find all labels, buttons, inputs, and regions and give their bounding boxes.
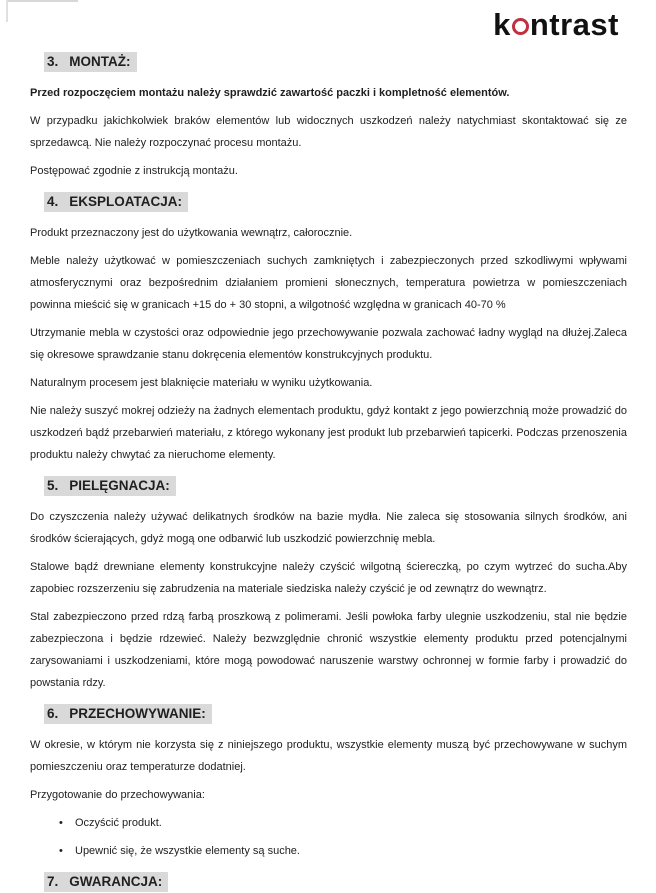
paragraph: W przypadku jakichkolwiek braków elementów lub widocznych uszkodzeń należy natychmiast skontaktować się ze sprzedawcą. Nie należy rozpoczynać procesu montażu.	[30, 115, 627, 149]
page-header	[30, 6, 627, 42]
section-number: 5.	[47, 478, 59, 493]
bullet-icon: •	[59, 817, 63, 829]
paragraph: Nie należy suszyć mokrej odzieży na żadnych elementach produktu, gdyż kontakt z jego powierzchnią może prowadzić do uszkodzeń bądź przebarwień materiału, z którego wykonany jest produkt lub przebarwień tapicerki. Podczas przenoszenia produktu należy chwytać za nieruchome elementy.	[30, 405, 627, 461]
list-item	[59, 812, 627, 834]
paragraph: Meble należy użytkować w pomieszczeniach suchych zamkniętych i zabezpieczonych przed szkodliwymi wpływami atmosferycznymi oraz bezpośrednim działaniem promieni słonecznych, temperatura powietrza w pomieszczeniach powinna mieścić się w granicach +15 do + 30 stopni, a wilgotność względna w granicach 40-70 %	[30, 255, 627, 311]
logo-text-after-o: ntrast	[529, 7, 619, 42]
section-title: EKSPLOATACJA:	[69, 194, 183, 209]
section-number: 3.	[47, 54, 59, 69]
section-piel-gnacja	[30, 476, 627, 694]
paragraph: Produkt przeznaczony jest do użytkowania wewnątrz, całorocznie.	[30, 227, 353, 239]
paragraph: Postępować zgodnie z instrukcją montażu.	[30, 165, 238, 177]
section-number: 7.	[47, 874, 59, 889]
section-heading	[44, 704, 627, 724]
document-body	[30, 52, 627, 892]
section-monta	[30, 52, 627, 182]
section-heading-highlight	[44, 872, 168, 892]
section-heading-highlight	[44, 52, 137, 72]
kontrast-logo	[493, 8, 619, 42]
paragraph: Stal zabezpieczono przed rdzą farbą proszkową z polimerami. Jeśli powłoka farby ulegnie uszkodzeniu, stal nie będzie zabezpieczona i będzie rdzewieć. Należy bezwzględnie chronić wszystkie elementy produktu przed potencjalnymi zarysowaniami i uszkodzeniami, które mogą powodować naruszenie warstwy ochronnej w formie farby i prowadzić do powstania rdzy.	[30, 611, 627, 689]
section-number: 4.	[47, 194, 59, 209]
section-heading	[44, 52, 627, 72]
paragraph: Utrzymanie mebla w czystości oraz odpowiednie jego przechowywanie pozwala zachować ładny wygląd na dłużej.Zaleca się okresowe sprawdzanie stanu dokręcenia elementów konstrukcyjnych produktu.	[30, 327, 627, 361]
bullet-list	[30, 812, 627, 862]
section-heading-highlight	[44, 192, 188, 212]
section-title: GWARANCJA:	[69, 874, 163, 889]
list-item-text: Oczyścić produkt.	[75, 817, 162, 829]
logo-text-before-o: k	[493, 7, 511, 42]
section-title: MONTAŻ:	[69, 54, 131, 69]
section-title: PRZECHOWYWANIE:	[69, 706, 206, 721]
section-heading	[44, 872, 627, 892]
list-item	[59, 840, 627, 862]
scan-edge-artifact	[6, 0, 78, 2]
logo-letter-o-ring-icon	[512, 18, 529, 35]
paragraph: W okresie, w którym nie korzysta się z niniejszego produktu, wszystkie elementy muszą być przechowywane w suchym pomieszczeniu oraz temperaturze dodatniej.	[30, 739, 627, 773]
section-heading-highlight	[44, 704, 212, 724]
paragraph: Naturalnym procesem jest blaknięcie materiału w wyniku użytkowania.	[30, 377, 373, 389]
section-heading	[44, 192, 627, 212]
paragraph: Przygotowanie do przechowywania:	[30, 789, 205, 801]
list-item-text: Upewnić się, że wszystkie elementy są suche.	[75, 845, 300, 857]
section-heading-highlight	[44, 476, 176, 496]
section-number: 6.	[47, 706, 59, 721]
paragraph: Do czyszczenia należy używać delikatnych środków na bazie mydła. Nie zaleca się stosowania silnych środków, ani środków ścierających, gdyż mogą one odbarwić lub uszkodzić powierzchnię mebla.	[30, 511, 627, 545]
bullet-icon: •	[59, 845, 63, 857]
paragraph: Przed rozpoczęciem montażu należy sprawdzić zawartość paczki i kompletność elementów.	[30, 87, 510, 99]
section-title: PIELĘGNACJA:	[69, 478, 170, 493]
scan-edge-artifact	[6, 0, 8, 22]
section-eksploatacja	[30, 192, 627, 466]
section-heading	[44, 476, 627, 496]
paragraph: Stalowe bądź drewniane elementy konstrukcyjne należy czyścić wilgotną ściereczką, po czym wytrzeć do sucha.Aby zapobiec rozszerzeniu się zabrudzenia na materiale siedziska należy czyścić je od zewnątrz do wewnątrz.	[30, 561, 627, 595]
section-gwarancja	[30, 872, 627, 892]
section-przechowywanie	[30, 704, 627, 862]
